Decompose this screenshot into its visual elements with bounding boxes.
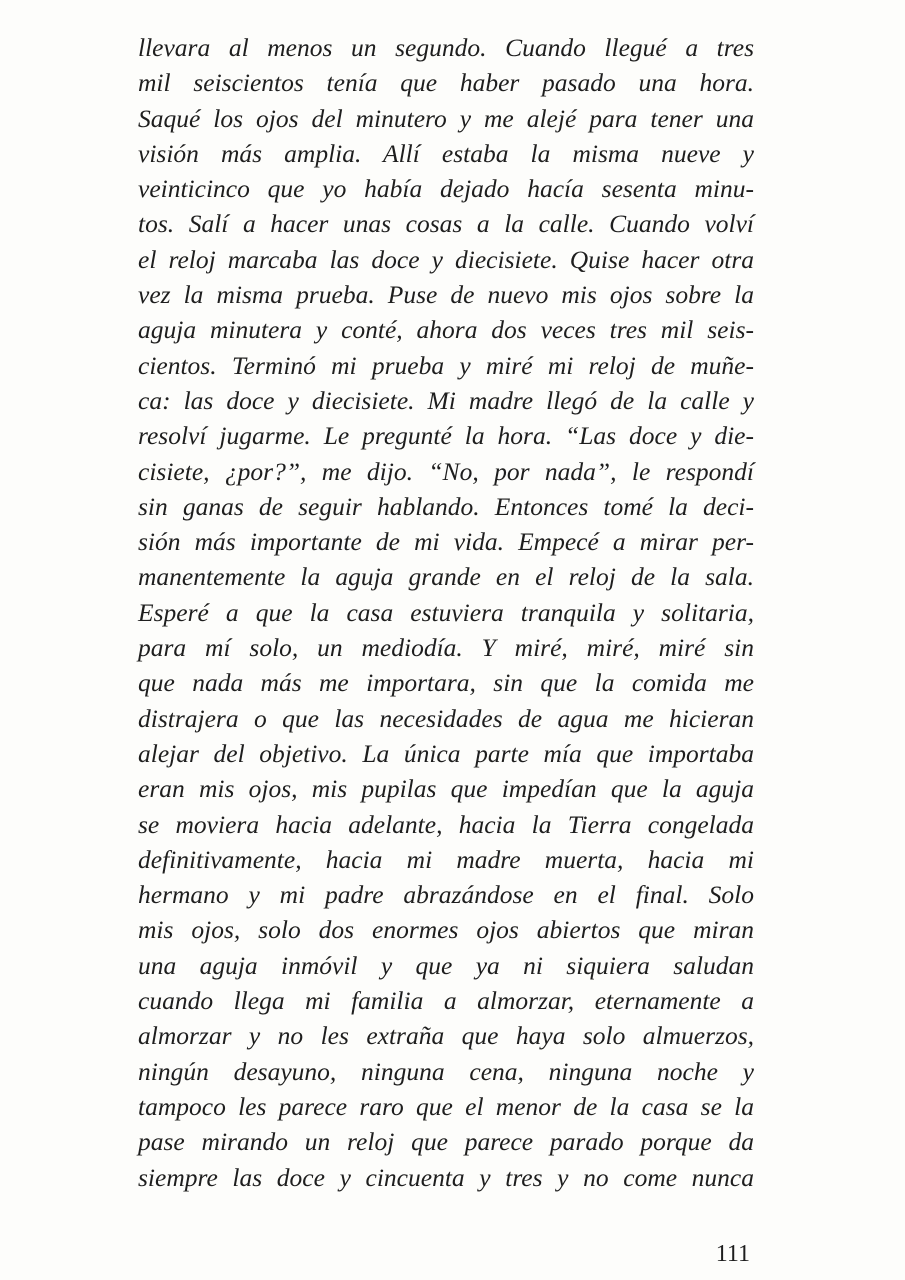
text-line: el reloj marcaba las doce y diecisiete. Quise hacer otra	[138, 244, 754, 274]
text-line: se moviera hacia adelante, hacia la Tierra congelada	[138, 809, 754, 839]
page-number: 111	[715, 1241, 750, 1267]
text-line: eran mis ojos, mis pupilas que impedían que la aguja	[138, 774, 754, 804]
text-line: mil seiscientos tenía que haber pasado una hora.	[138, 68, 754, 98]
text-line: distrajera o que las necesidades de agua me hicieran	[138, 703, 754, 733]
text-line: hermano y mi padre abrazándose en el final. Solo	[138, 880, 754, 910]
text-line: sin ganas de seguir hablando. Entonces tomé la deci-	[138, 491, 754, 521]
text-line: Esperé a que la casa estuviera tranquila y solitaria,	[138, 597, 754, 627]
text-line: almorzar y no les extraña que haya solo almuerzos,	[138, 1021, 754, 1051]
text-line: cisiete, ¿por?”, me dijo. “No, por nada”, le respondí	[138, 456, 754, 486]
text-line: mis ojos, solo dos enormes ojos abiertos que miran	[138, 915, 754, 945]
text-line: Saqué los ojos del minutero y me alejé para tener una	[138, 103, 754, 133]
text-line: veinticinco que yo había dejado hacía sesenta minu-	[138, 174, 754, 204]
text-line: vez la misma prueba. Puse de nuevo mis ojos sobre la	[138, 280, 754, 310]
text-line: llevara al menos un segundo. Cuando llegué a tres	[138, 33, 754, 62]
text-line: siempre las doce y cincuenta y tres y no come nunca	[138, 1162, 754, 1192]
text-line: visión más amplia. Allí estaba la misma nueve y	[138, 138, 754, 168]
text-line: cuando llega mi familia a almorzar, eternamente a	[138, 986, 754, 1016]
text-line: alejar del objetivo. La única parte mía que importaba	[138, 738, 754, 768]
text-line: resolví jugarme. Le pregunté la hora. “Las doce y die-	[138, 421, 754, 451]
text-line: tampoco les parece raro que el menor de la casa se la	[138, 1091, 754, 1121]
text-line: cientos. Terminó mi prueba y miré mi reloj de muñe-	[138, 350, 754, 380]
body-text	[138, 30, 754, 1195]
text-line: que nada más me importara, sin que la comida me	[138, 668, 754, 698]
text-line: para mí solo, un mediodía. Y miré, miré, miré sin	[138, 633, 754, 663]
text-line: aguja minutera y conté, ahora dos veces tres mil seis-	[138, 315, 754, 345]
text-line: tos. Salí a hacer unas cosas a la calle. Cuando volví	[138, 209, 754, 239]
text-line: pase mirando un reloj que parece parado porque da	[138, 1127, 754, 1157]
text-line: una aguja inmóvil y que ya ni siquiera saludan	[138, 950, 754, 980]
text-line: ca: las doce y diecisiete. Mi madre llegó de la calle y	[138, 385, 754, 415]
text-line: sión más importante de mi vida. Empecé a mirar per-	[138, 527, 754, 557]
text-line: manentemente la aguja grande en el reloj de la sala.	[138, 562, 754, 592]
text-line: definitivamente, hacia mi madre muerta, hacia mi	[138, 844, 754, 874]
text-line: ningún desayuno, ninguna cena, ninguna noche y	[138, 1056, 754, 1086]
